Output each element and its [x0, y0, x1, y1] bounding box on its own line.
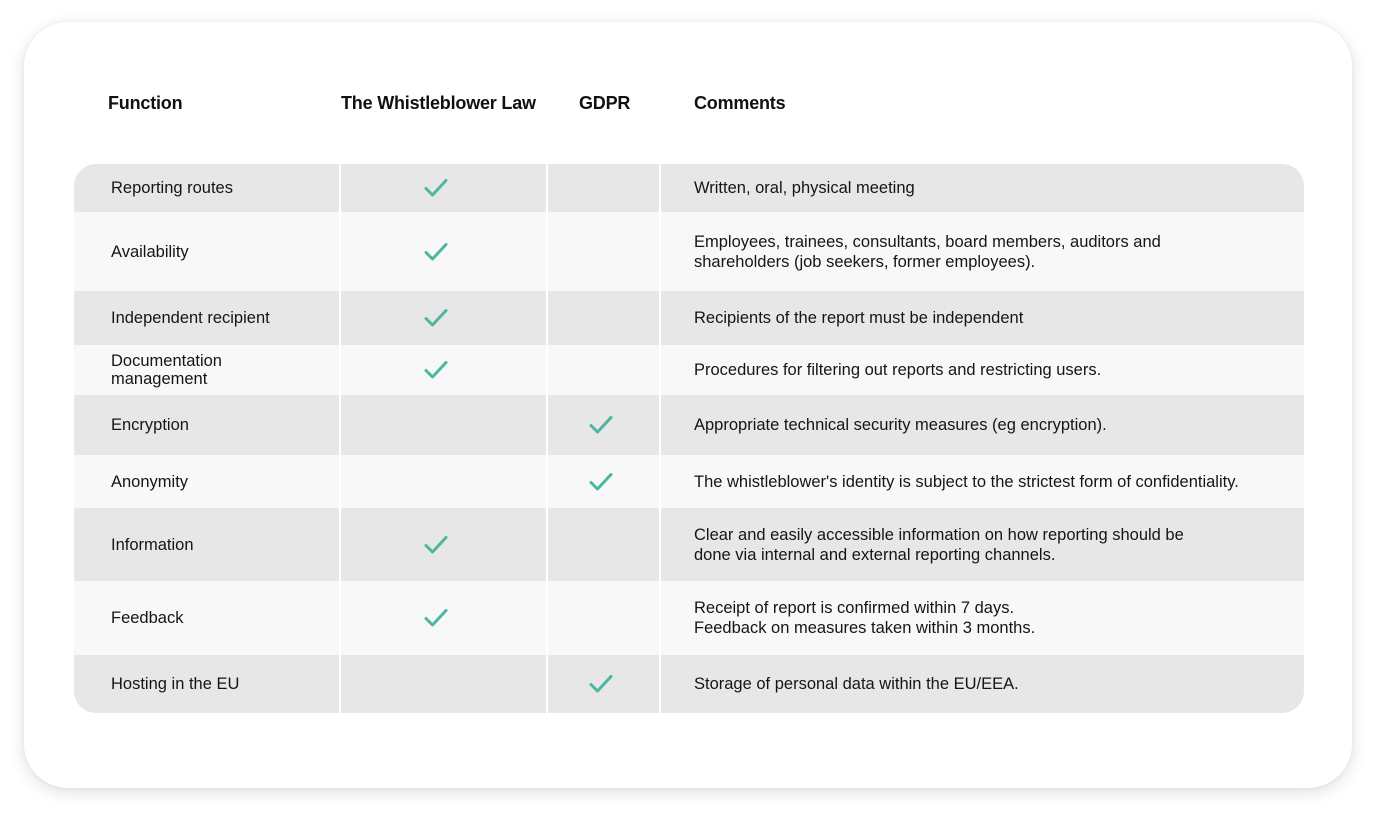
- function-cell: [111, 455, 331, 508]
- comment-cell: Employees, trainees, consultants, board members, auditors and shareholders (job seekers, former employees).: [694, 232, 1161, 271]
- table-row: [74, 455, 1304, 508]
- comment-cell: Recipients of the report must be independent: [694, 309, 1024, 327]
- checkmark-icon: [423, 177, 449, 199]
- header-comments: Comments: [694, 93, 786, 113]
- comment-cell: Receipt of report is confirmed within 7 days. Feedback on measures taken within 3 months.: [694, 599, 1036, 637]
- function-cell: [111, 395, 331, 455]
- function-label: Anonymity: [111, 472, 189, 491]
- table-row: [74, 164, 1304, 212]
- comment-cell: The whistleblower's identity is subject to the strictest form of confidentiality.: [694, 472, 1239, 491]
- table-row: [74, 212, 1304, 291]
- table-row: [74, 395, 1304, 455]
- function-label: Independent recipient: [111, 309, 270, 327]
- function-cell: [111, 655, 331, 713]
- comment-cell: Procedures for filtering out reports and restricting users.: [694, 361, 1102, 379]
- function-label: Information: [111, 535, 194, 554]
- function-label: Encryption: [111, 416, 189, 434]
- comparison-table: [74, 164, 1304, 713]
- table-row: [74, 291, 1304, 345]
- header-whistleblower-law: The Whistleblower Law: [341, 93, 536, 113]
- header-gdpr: GDPR: [579, 93, 631, 113]
- function-label: Feedback: [111, 609, 184, 627]
- table-row: [74, 655, 1304, 713]
- column-divider: [339, 164, 341, 713]
- comment-cell: Clear and easily accessible information on how reporting should be done via internal and external reporting channels.: [694, 525, 1184, 564]
- checkmark-icon: [423, 359, 449, 381]
- function-cell: [111, 581, 331, 655]
- comment-cell: Written, oral, physical meeting: [694, 179, 915, 197]
- comment-cell: Appropriate technical security measures (eg encryption).: [694, 416, 1107, 434]
- function-label: Availability: [111, 242, 189, 261]
- table-row: [74, 508, 1304, 581]
- checkmark-icon: [423, 307, 449, 329]
- checkmark-icon: [423, 241, 449, 263]
- checkmark-icon: [588, 414, 614, 436]
- checkmark-icon: [423, 607, 449, 629]
- column-divider: [659, 164, 661, 713]
- table-row: [74, 345, 1304, 395]
- function-cell: [111, 164, 331, 212]
- function-cell: [111, 212, 331, 291]
- table-row: [74, 581, 1304, 655]
- checkmark-icon: [588, 471, 614, 493]
- function-cell: [111, 508, 331, 581]
- checkmark-icon: [423, 534, 449, 556]
- function-label: Reporting routes: [111, 179, 233, 197]
- comment-cell: Storage of personal data within the EU/EEA.: [694, 675, 1019, 693]
- checkmark-icon: [588, 673, 614, 695]
- header-function: Function: [108, 93, 183, 113]
- column-divider: [546, 164, 548, 713]
- function-label: Hosting in the EU: [111, 675, 240, 693]
- function-cell: [111, 345, 331, 395]
- function-cell: [111, 291, 331, 345]
- function-label: Documentation management: [111, 352, 222, 388]
